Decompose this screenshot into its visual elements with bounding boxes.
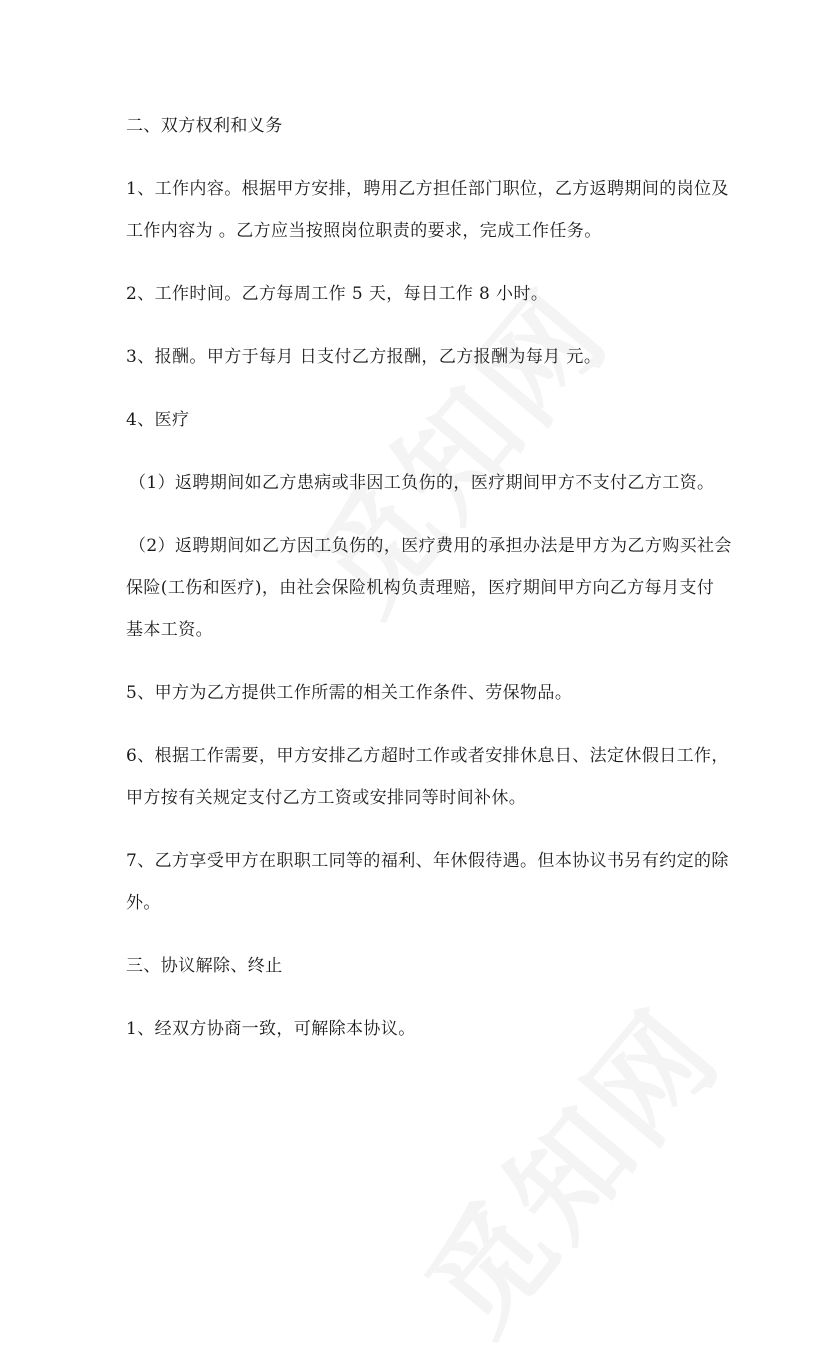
clause-6-overtime: 6、根据工作需要，甲方安排乙方超时工作或者安排休息日、法定休假日工作， — [126, 746, 729, 766]
clause-6-continuation: 甲方按有关规定支付乙方工资或安排同等时间补休。 — [126, 788, 527, 808]
clause-1-continuation: 工作内容为 。乙方应当按照岗位职责的要求，完成工作任务。 — [126, 221, 602, 241]
termination-clause-1: 1、经双方协商一致，可解除本协议。 — [126, 1019, 416, 1039]
clause-7-continuation: 外。 — [126, 893, 161, 913]
section-heading-rights: 二、双方权利和义务 — [126, 116, 283, 136]
clause-4-item-2: （2）返聘期间如乙方因工负伤的，医疗费用的承担办法是甲方为乙方购买社会 — [129, 536, 732, 556]
clause-4-medical: 4、医疗 — [126, 410, 190, 430]
watermark-bottom — [381, 968, 750, 1362]
clause-4-item-1: （1）返聘期间如乙方患病或非因工负伤的，医疗期间甲方不支付乙方工资。 — [129, 473, 715, 493]
clause-4-item-2-end: 基本工资。 — [126, 620, 213, 640]
clause-5-conditions: 5、甲方为乙方提供工作所需的相关工作条件、劳保物品。 — [126, 683, 573, 703]
clause-2-work-time: 2、工作时间。乙方每周工作 5 天，每日工作 8 小时。 — [126, 284, 549, 304]
clause-7-benefits: 7、乙方享受甲方在职职工同等的福利、年休假待遇。但本协议书另有约定的除 — [126, 851, 729, 871]
section-heading-termination: 三、协议解除、终止 — [126, 956, 283, 976]
clause-4-item-2-continuation: 保险(工伤和医疗)，由社会保险机构负责理赔，医疗期间甲方向乙方每月支付 — [126, 578, 715, 598]
clause-3-remuneration: 3、报酬。甲方于每月 日支付乙方报酬，乙方报酬为每月 元。 — [126, 347, 602, 367]
clause-1-work-content: 1、工作内容。根据甲方安排，聘用乙方担任部门职位，乙方返聘期间的岗位及 — [126, 179, 729, 199]
